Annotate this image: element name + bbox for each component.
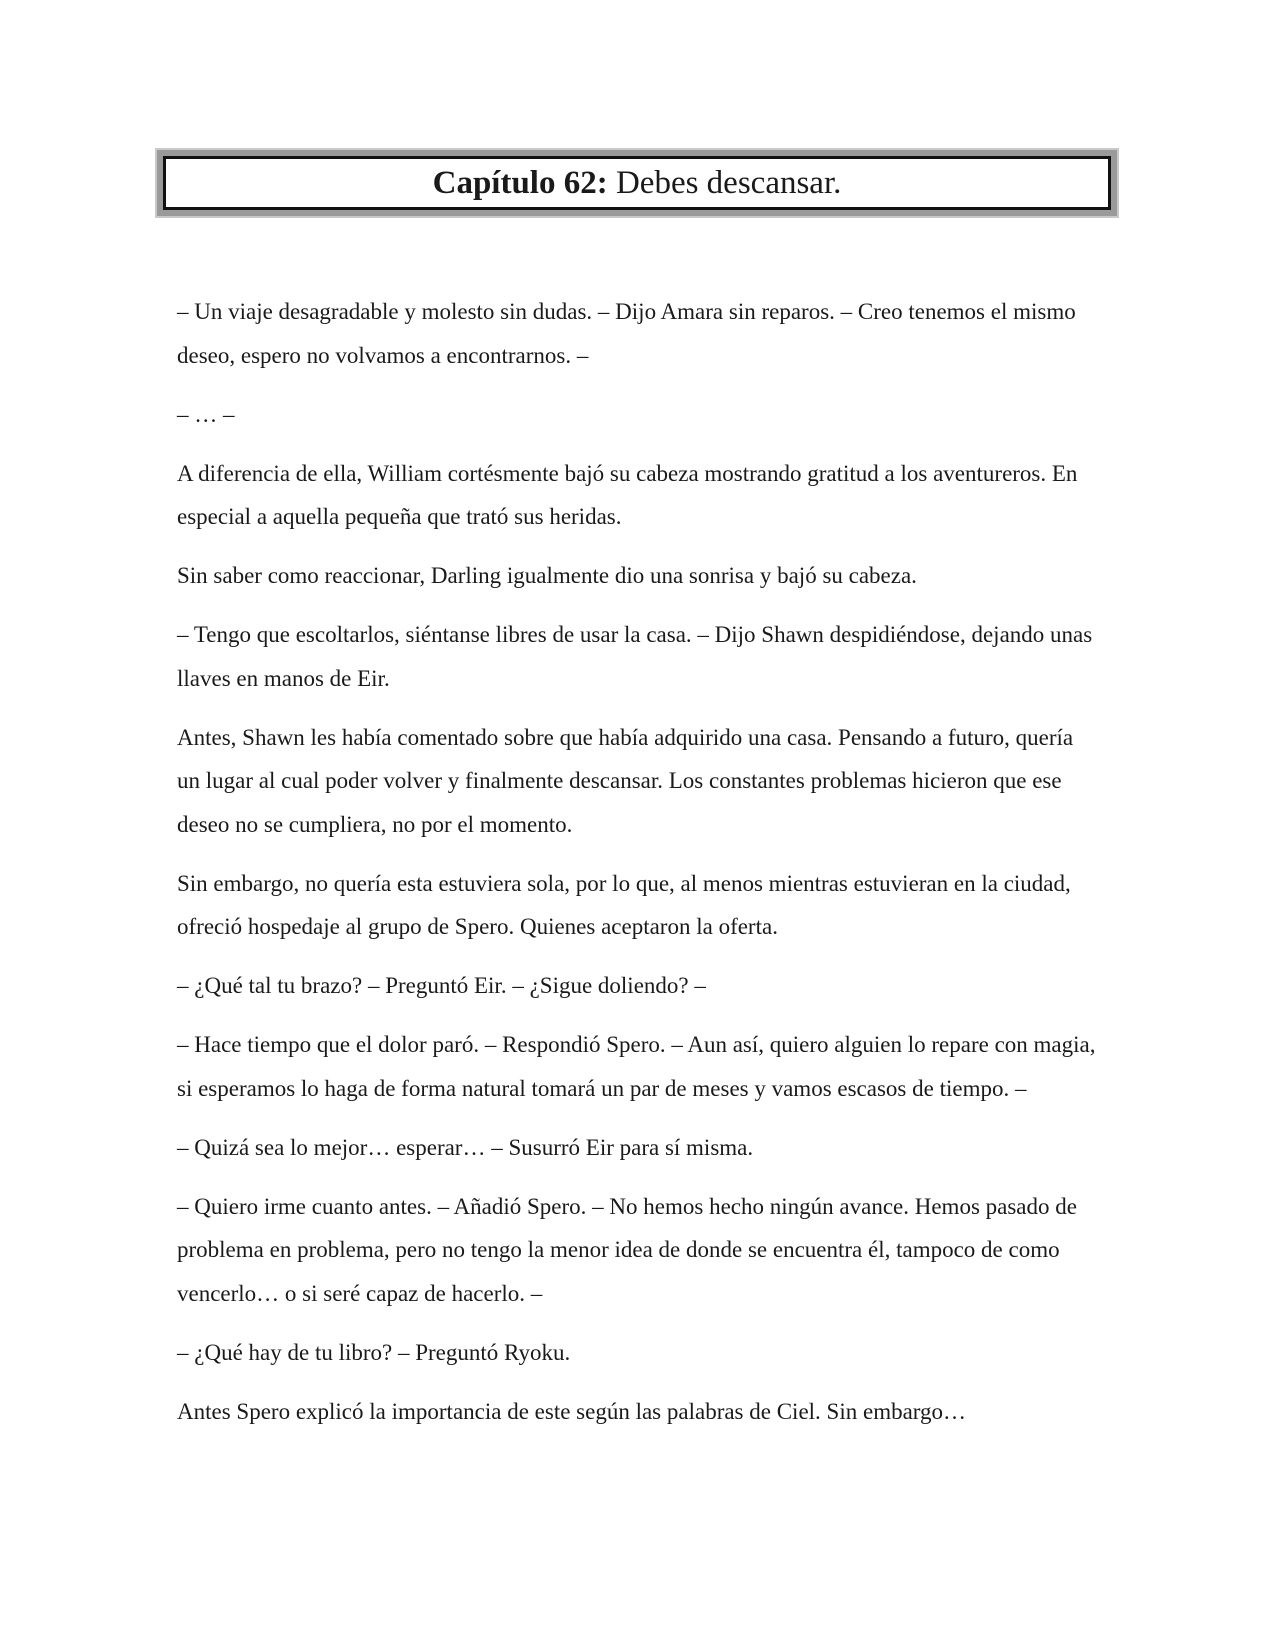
paragraph: – … – [177, 401, 235, 427]
chapter-title-box [163, 156, 1111, 210]
paragraph: – Hace tiempo que el dolor paró. – Respondió Spero. – Aun así, quiero alguien lo repare con magia, si esperamos lo haga de forma natural tomará un par de meses y vamos escasos de tiempo. – [177, 1032, 1096, 1101]
chapter-body [177, 290, 1097, 1449]
paragraph: – Tengo que escoltarlos, siéntanse libres de usar la casa. – Dijo Shawn despidiéndose, dejando unas llaves en manos de Eir. [177, 622, 1093, 691]
paragraph: Antes, Shawn les había comentado sobre que había adquirido una casa. Pensando a futuro, quería un lugar al cual poder volver y finalmente descansar. Los constantes problemas hicieron que ese deseo no se cumpliera, no por el momento. [177, 724, 1074, 837]
paragraph: Sin embargo, no quería esta estuviera sola, por lo que, al menos mientras estuvieran en la ciudad, ofreció hospedaje al grupo de Spero. Quienes aceptaron la oferta. [177, 870, 1071, 939]
paragraph: – ¿Qué tal tu brazo? – Preguntó Eir. – ¿Sigue doliendo? – [177, 973, 706, 998]
paragraph: – ¿Qué hay de tu libro? – Preguntó Ryoku. [177, 1339, 571, 1365]
paragraph: Sin saber como reaccionar, Darling igualmente dio una sonrisa y bajó su cabeza. [177, 563, 917, 588]
chapter-label: Capítulo 62: [432, 164, 608, 201]
chapter-title: Debes descansar. [615, 164, 842, 201]
paragraph: Antes Spero explicó la importancia de este según las palabras de Ciel. Sin embargo… [177, 1398, 967, 1424]
paragraph: – Quiero irme cuanto antes. – Añadió Spero. – No hemos hecho ningún avance. Hemos pasado de problema en problema, pero no tengo la menor idea de donde se encuentra él, tampoco de como vencerlo… o si seré capaz de hacerlo. – [177, 1193, 1077, 1306]
paragraph: A diferencia de ella, William cortésmente bajó su cabeza mostrando gratitud a los aventureros. En especial a aquella pequeña que trató sus heridas. [177, 460, 1078, 529]
paragraph: – Un viaje desagradable y molesto sin dudas. – Dijo Amara sin reparos. – Creo tenemos el mismo deseo, espero no volvamos a encontrarnos. – [177, 299, 1076, 368]
paragraph: – Quizá sea lo mejor… esperar… – Susurró Eir para sí misma. [177, 1134, 754, 1160]
chapter-title-frame [155, 148, 1119, 218]
